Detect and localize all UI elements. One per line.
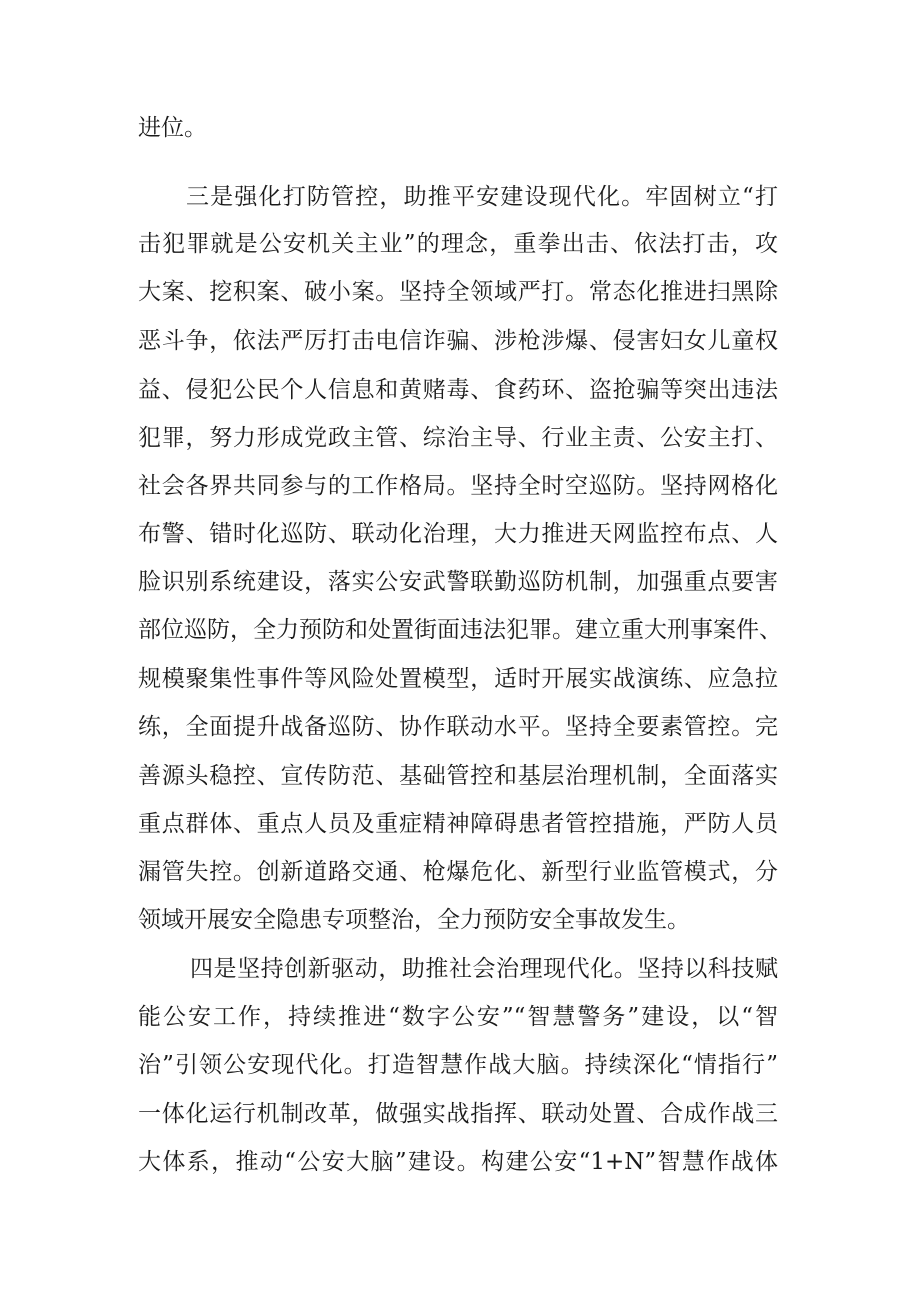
text-line: 社会各界共同参与的工作格局。坚持全时空巡防。坚持网格化	[138, 473, 778, 499]
text-line: 脸识别系统建设，落实公安武警联勤巡防机制，加强重点要害	[138, 569, 778, 595]
text-line: 善源头稳控、宣传防范、基础管控和基层治理机制，全面落实	[138, 763, 778, 789]
text-line: 治”引领公安现代化。打造智慧作战大脑。持续深化“情指行”	[138, 1052, 778, 1078]
text-line: 漏管失控。创新道路交通、枪爆危化、新型行业监管模式，分	[138, 859, 778, 885]
text-line: 重点群体、重点人员及重症精神障碍患者管控措施，严防人员	[138, 811, 778, 837]
text-line: 规模聚集性事件等风险处置模型，适时开展实战演练、应急拉	[138, 666, 778, 692]
paragraph-start-line: 四是坚持创新驱动，助推社会治理现代化。坚持以科技赋	[190, 956, 778, 982]
text-line: 大体系，推动“公安大脑”建设。构建公安“1+N”智慧作战体	[138, 1149, 778, 1175]
text-line: 练，全面提升战备巡防、协作联动水平。坚持全要素管控。完	[138, 714, 778, 740]
text-line: 犯罪，努力形成党政主管、综治主导、行业主责、公安主打、	[138, 425, 778, 451]
paragraph-start-line: 三是强化打防管控，助推平安建设现代化。牢固树立“打	[186, 184, 778, 210]
text-line: 益、侵犯公民个人信息和黄赌毒、食药环、盗抢骗等突出违法	[138, 377, 778, 403]
text-line: 恶斗争，依法严厉打击电信诈骗、涉枪涉爆、侵害妇女儿童权	[138, 328, 778, 354]
text-line: 一体化运行机制改革，做强实战指挥、联动处置、合成作战三	[138, 1101, 778, 1127]
text-line: 领域开展安全隐患专项整治，全力预防安全事故发生。	[138, 907, 690, 933]
text-line: 能公安工作，持续推进“数字公安”“智慧警务”建设，以“智	[138, 1004, 778, 1030]
text-line: 进位。	[138, 115, 207, 141]
text-line: 部位巡防，全力预防和处置街面违法犯罪。建立重大刑事案件、	[138, 617, 782, 643]
text-line: 大案、挖积案、破小案。坚持全领域严打。常态化推进扫黑除	[138, 279, 778, 305]
text-line: 击犯罪就是公安机关主业”的理念，重拳出击、依法打击，攻	[138, 231, 778, 257]
text-line: 布警、错时化巡防、联动化治理，大力推进天网监控布点、人	[138, 521, 778, 547]
